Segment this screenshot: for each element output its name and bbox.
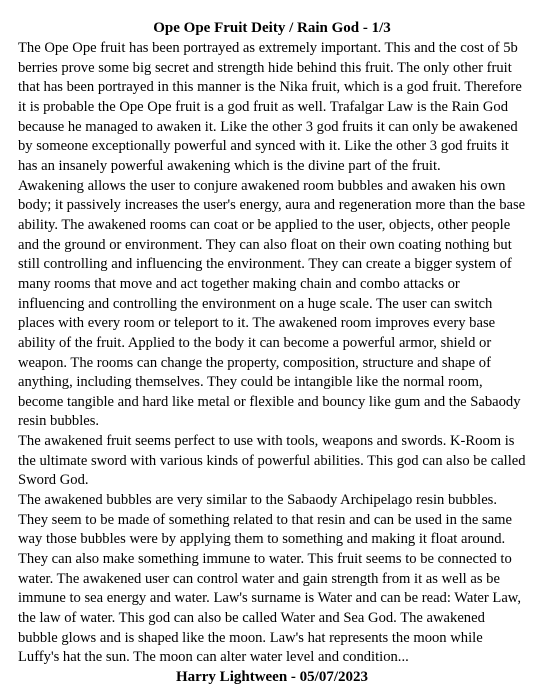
author-date-footer: Harry Lightween - 05/07/2023 <box>175 669 369 685</box>
paragraph-1: The Ope Ope fruit has been portrayed as extremely important. This and the cost of 5b berries prove some big secret and strength hide behind this fruit. The only other fruit that has been portrayed in this manner is the Nika fruit, which is a god fruit. Therefore it is probable the Ope Ope fruit is a god fruit as well. Trafalgar Law is the Rain God because he managed to awaken it. Like the other 3 god fruits it can only be awakened by someone exceptionally powerful and synced with it. Like the other 3 god fruits it has an insanely powerful awakening which is the divine part of the fruit. <box>18 40 522 174</box>
document-title: Ope Ope Fruit Deity / Rain God - 1/3 <box>153 20 391 36</box>
paragraph-2: Awakening allows the user to conjure awakened room bubbles and awaken his own body; it passively increases the user's energy, aura and regeneration more than the base ability. The awakened rooms can coat or be applied to the user, objects, other people and the ground or environment. They can also float on their own coating nothing but still controlling and influencing the environment. They can create a bigger system of many rooms that move and act together making chain and combo attacks or influencing and controlling the environment on a huge scale. The user can switch places with every room or teleport to it. The awakened room improves every base ability of the fruit. Applied to the body it can become a powerful armor, shield or weapon. The rooms can change the property, composition, structure and shape of anything, including themselves. They could be intangible like the normal room, become tangible and hard like metal or flexible and bouncy like gum and the Sabaody resin bubbles. <box>18 177 526 430</box>
paragraph-3: The awakened fruit seems perfect to use with tools, weapons and swords. K-Room is the ultimate sword with various kinds of powerful abilities. This god can also be called Sword God. <box>18 433 526 489</box>
paragraph-4: The awakened bubbles are very similar to the Sabaody Archipelago resin bubbles. They seem to be made of something related to that resin and can be used in the same way those bubbles were by applying them to something and making it float around. They can also make something immune to water. This fruit seems to be connected to water. The awakened user can control water and gain strength from it as well as be immune to sea energy and water. Law's surname is Water and can be read: Water Law, the law of water. This god can also be called Water and Sea God. The awakened bubble glows and is shaped like the moon. Law's hat represents the moon while Luffy's hat the sun. The moon can alter water level and condition... <box>18 492 522 666</box>
